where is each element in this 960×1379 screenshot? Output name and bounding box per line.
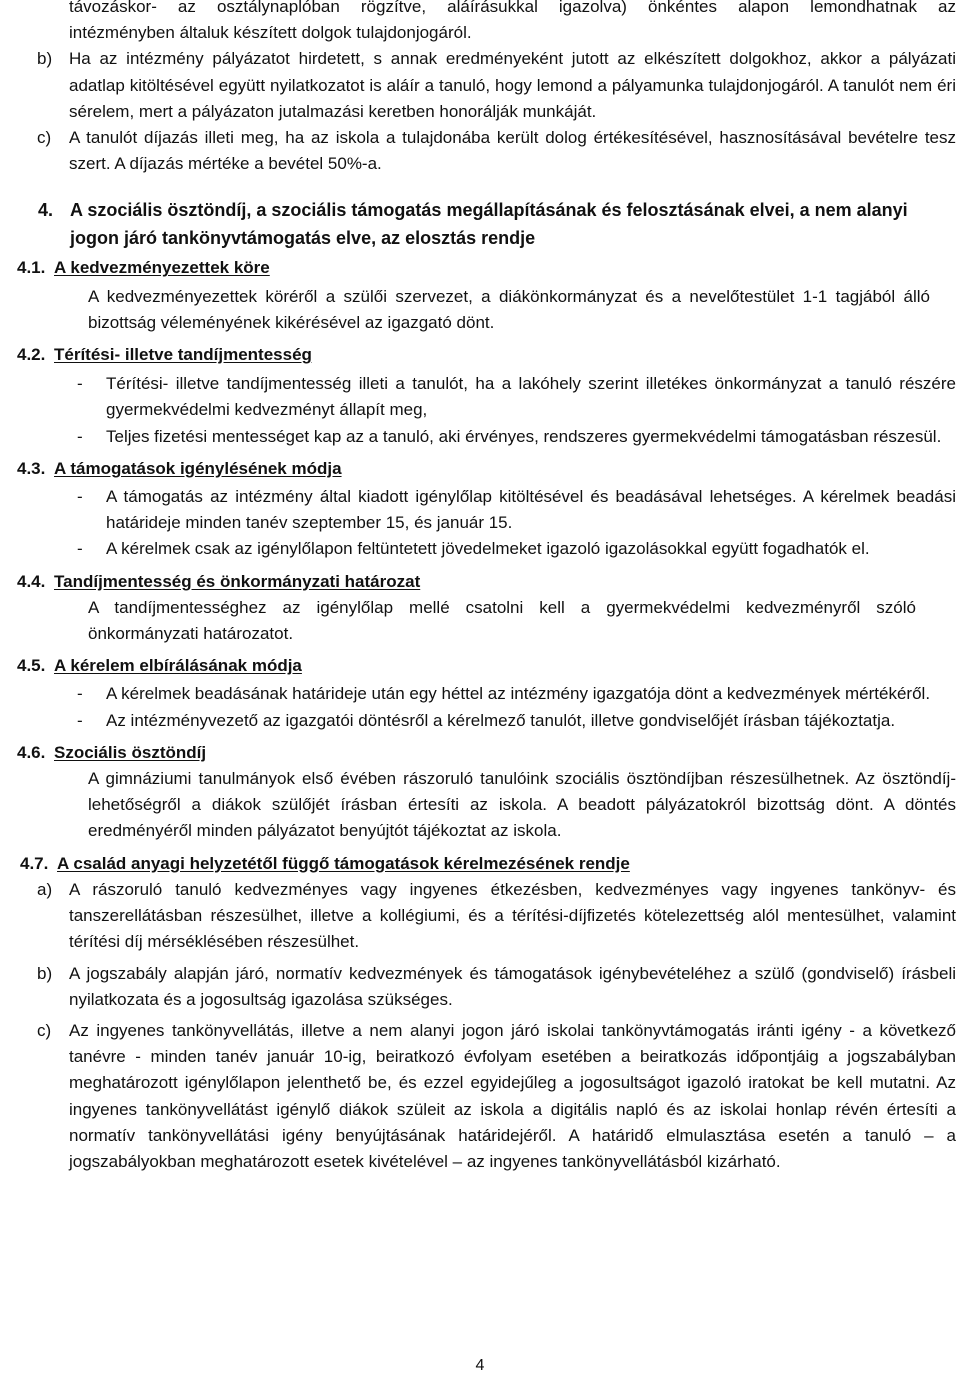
subsection-4-2-item-1: [77, 371, 956, 423]
subsection-4-3-number: 4.3.: [17, 458, 46, 478]
subsection-4-5-heading: [17, 653, 960, 679]
subsection-4-4-number: 4.4.: [17, 571, 46, 591]
intro-item-c: [37, 125, 956, 177]
bullet-dash: -: [77, 487, 83, 507]
subsection-4-6-number: 4.6.: [17, 742, 46, 762]
subsection-4-7-item-a-label: a): [37, 879, 53, 899]
page-number: 4: [475, 1357, 485, 1374]
intro-item-b-text: Ha az intézmény pályázatot hirdetett, s annak eredményeként jutott az elkészített dolgokhoz, akkor a pályázati adatlap kitöltésével együtt nyilatkozatot is aláír a tanuló, hogy lemond a pályamunka tulajdonjogáról. A tanulót nem éri sérelem, mert a pályázaton jutalmazási keretben honorálják munkáját.: [69, 49, 956, 121]
subsection-4-1-title: A kedvezményezettek köre: [54, 258, 270, 278]
subsection-4-2-item-2-text: Teljes fizetési mentességet kap az a tanuló, aki érvényes, rendszeres gyermekvédelmi támogatásban részesül.: [106, 426, 942, 446]
subsection-4-3-item-2-text: A kérelmek csak az igénylőlapon feltüntetett jövedelmeket igazoló igazolásokkal együtt fogadhatók el.: [106, 539, 870, 559]
subsection-4-3-item-2: [77, 536, 956, 562]
subsection-4-1-heading: [17, 255, 960, 281]
subsection-4-5-item-2-text: Az intézményvezető az igazgatói döntésről a kérelmező tanulót, illetve gondviselőjét írásban tájékoztatja.: [106, 710, 896, 730]
subsection-4-7-item-b: [37, 961, 956, 1013]
subsection-4-5-number: 4.5.: [17, 656, 46, 676]
subsection-4-2-title: Térítési- illetve tandíjmentesség: [54, 345, 312, 365]
subsection-4-3-item-1-text: A támogatás az intézmény által kiadott igénylőlap kitöltésével és beadásával lehetséges. A kérelmek beadási határideje minden tanév szeptember 15, és január 15.: [106, 487, 956, 533]
section-4-title: A szociális ösztöndíj, a szociális támogatás megállapításának és felosztásának elvei, a nem alanyi jogon járó tankönyvtámogatás elve, az elosztás rendje: [70, 200, 908, 249]
subsection-4-7-heading: [20, 851, 960, 877]
subsection-4-7-number: 4.7.: [20, 853, 49, 873]
subsection-4-2-item-2: [77, 424, 956, 450]
subsection-4-1-text: A kedvezményezettek köréről a szülői szervezet, a diákönkormányzat és a nevelőtestület 1-1 tagjából álló bizottság véleményének kikérésével az igazgató dönt.: [88, 286, 930, 332]
subsection-4-6-title: Szociális ösztöndíj: [54, 742, 207, 762]
bullet-dash: -: [77, 426, 83, 446]
subsection-4-7-item-b-label: b): [37, 963, 53, 983]
subsection-4-7-item-a: [37, 877, 956, 956]
subsection-4-7-item-c-label: c): [37, 1020, 52, 1040]
bullet-dash: -: [77, 539, 83, 559]
subsection-4-5-title: A kérelem elbírálásának módja: [54, 656, 302, 676]
subsection-4-2-heading: [17, 342, 960, 368]
intro-continuation-line1: távozáskor- az osztálynaplóban rögzítve, aláírásukkal igazolva) önkéntes alapon lemondhatnak az: [69, 0, 956, 16]
subsection-4-7-item-a-text: A rászoruló tanuló kedvezményes vagy ingyenes étkezésben, kedvezményes vagy ingyenes tankönyv- és tanszerellátásban részesülhet, illetve a kollégiumi, és a térítési-díjfizetés kötelezettség alól mentesülhet, valamint térítési díj mérséklésében részesülhet.: [69, 879, 956, 952]
subsection-4-3-item-1: [77, 484, 956, 536]
bullet-dash: -: [77, 710, 83, 730]
intro-item-b: [37, 46, 956, 125]
subsection-4-2-number: 4.2.: [17, 345, 46, 365]
subsection-4-7-item-c: [37, 1018, 956, 1175]
bullet-dash: -: [77, 374, 83, 394]
subsection-4-1-number: 4.1.: [17, 258, 46, 278]
subsection-4-4-title: Tandíjmentesség és önkormányzati határozat: [54, 571, 421, 591]
intro-item-c-label: c): [37, 128, 52, 148]
intro-item-c-text: A tanulót díjazás illeti meg, ha az iskola a tulajdonába került dolog értékesítésével, hasznosításával bevételre tesz szert. A díjazás mértéke a bevétel 50%-a.: [69, 128, 956, 174]
subsection-4-4-heading: [17, 569, 960, 595]
bullet-dash: -: [77, 684, 83, 704]
subsection-4-5-item-1: [77, 681, 956, 707]
subsection-4-4-text: A tandíjmentességhez az igénylőlap mellé csatolni kell a gyermekvédelmi kedvezményről szóló önkormányzati határozatot.: [88, 597, 916, 644]
subsection-4-7-item-b-text: A jogszabály alapján járó, normatív kedvezmények és támogatások igénybevételéhez a szülő (gondviselő) írásbeli nyilatkozata és a jogosultság igazolása szükséges.: [69, 963, 956, 1009]
subsection-4-3-heading: [17, 456, 960, 482]
subsection-4-7-item-c-text: Az ingyenes tankönyvellátás, illetve a nem alanyi jogon járó iskolai tankönyvtámogatás iránti igény - a következő tanévre - minden tanév január 10-ig, beiratkozó évfolyam esetében a beiratkozás időpontjáig a jogszabályban meghatározott igénylőlapon jelenthető be, és ezzel egyidejűleg a jogosultságot igazoló iratokat be kell mutatni. Az ingyenes tankönyvellátást igénylő diákok szüleit az iskola a digitális napló és az iskolai honlap révén értesíti a normatív tankönyvellátási igény benyújtásának határidejéről. A határidő elmulasztása esetén a tanuló – a jogszabályokban meghatározott esetek kivételével – az ingyenes tankönyvellátásból kizárható.: [69, 1020, 956, 1171]
subsection-4-6-text: A gimnáziumi tanulmányok első évében rászoruló tanulóink szociális ösztöndíjban részesülhetnek. Az ösztöndíj-lehetőségről a diákok szülőjét írásban értesíti az iskola. A beadott pályázatokról bizottság dönt. A döntés eredményéről minden pályázatot benyújtót tájékoztat az iskola.: [88, 769, 956, 841]
subsection-4-6-heading: [17, 740, 960, 766]
section-4-heading: [38, 196, 930, 252]
subsection-4-3-title: A támogatások igénylésének módja: [54, 458, 342, 478]
intro-item-b-label: b): [37, 49, 53, 69]
subsection-4-7-title: A család anyagi helyzetétől függő támogatások kérelmezésének rendje: [57, 853, 630, 873]
section-4-number: 4.: [38, 200, 54, 221]
subsection-4-5-item-2: [77, 708, 956, 734]
subsection-4-5-item-1-text: A kérelmek beadásának határideje után egy héttel az intézmény igazgatója dönt a kedvezmények mértékéről.: [106, 684, 931, 704]
subsection-4-2-item-1-text: Térítési- illetve tandíjmentesség illeti a tanulót, ha a lakóhely szerint illetékes önkormányzat a tanuló részére gyermekvédelmi kedvezményt állapít meg,: [106, 374, 956, 420]
intro-continuation-line2: intézményben általuk készített dolgok tulajdonjogáról.: [69, 23, 472, 43]
